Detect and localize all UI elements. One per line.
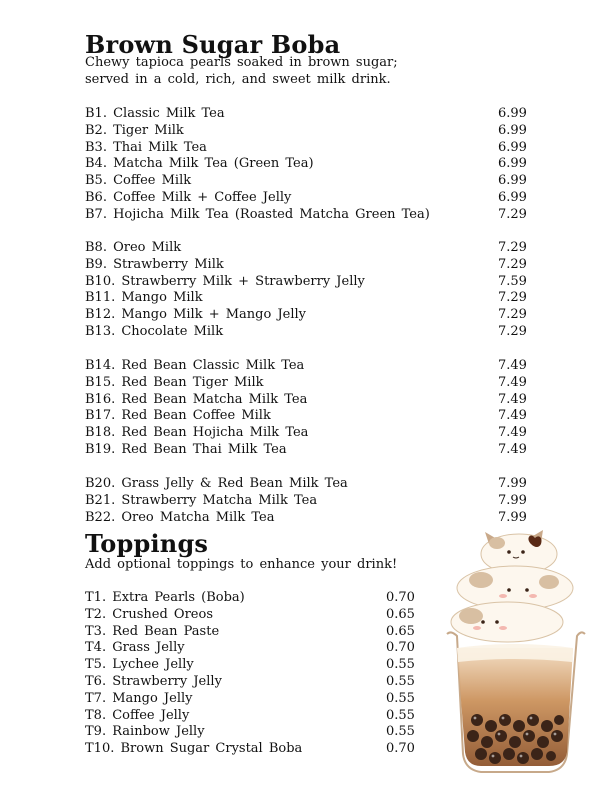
item-price: 6.99 (498, 122, 527, 138)
item-name: B1. Classic Milk Tea (85, 106, 225, 121)
item-name: T4. Grass Jelly (85, 640, 185, 656)
item-name: B17. Red Bean Coffee Milk (85, 408, 271, 424)
item-price: 7.49 (498, 391, 527, 407)
item-price: 0.65 (386, 606, 415, 622)
item-price: 7.59 (498, 273, 527, 289)
item-name: B10. Strawberry Milk + Strawberry Jelly (85, 273, 365, 289)
item-name: B12. Mango Milk + Mango Jelly (85, 307, 307, 323)
toppings-description: Add optional toppings to enhance your drink! (85, 557, 398, 572)
item-price: 0.70 (386, 640, 415, 656)
item-price: 7.29 (498, 256, 527, 272)
item-price: 6.99 (498, 106, 527, 121)
item-price: 0.65 (386, 623, 415, 639)
item-name: B13. Chocolate Milk (85, 323, 224, 339)
item-name: T9. Rainbow Jelly (85, 724, 205, 740)
item-price: 7.49 (498, 425, 527, 441)
item-name: B19. Red Bean Thai Milk Tea (85, 441, 287, 457)
item-name: B4. Matcha Milk Tea (Green Tea) (85, 156, 314, 172)
cat-bubble-tea-illustration-icon (437, 530, 593, 776)
item-name: T2. Crushed Oreos (85, 606, 213, 622)
item-name: B22. Oreo Matcha Milk Tea (85, 509, 275, 525)
item-price: 7.49 (498, 374, 527, 390)
item-price: 7.99 (498, 476, 527, 491)
item-name: T1. Extra Pearls (Boba) (85, 590, 245, 605)
cat-bottom (451, 602, 563, 642)
item-price: 7.99 (498, 492, 527, 508)
boba-description-line-1: Chewy tapioca pearls soaked in brown sugar; (85, 55, 398, 70)
item-price: 0.55 (386, 724, 415, 740)
item-name: B9. Strawberry Milk (85, 256, 224, 272)
item-price: 7.49 (498, 441, 527, 457)
item-price: 6.99 (498, 173, 527, 189)
item-price: 6.99 (498, 189, 527, 205)
item-name: B8. Oreo Milk (85, 240, 182, 255)
toppings-section-title: Toppings (85, 529, 209, 558)
boba-description-line-2: served in a cold, rich, and sweet milk drink. (85, 72, 391, 87)
item-name: B2. Tiger Milk (85, 122, 184, 138)
item-price: 7.29 (498, 323, 527, 339)
item-price: 0.55 (386, 673, 415, 689)
item-name: B21. Strawberry Matcha Milk Tea (85, 492, 318, 508)
item-name: B6. Coffee Milk + Coffee Jelly (85, 189, 292, 205)
item-price: 7.29 (498, 206, 527, 222)
item-price: 0.70 (386, 590, 415, 605)
item-name: B11. Mango Milk (85, 290, 203, 306)
item-price: 0.55 (386, 657, 415, 673)
item-price: 0.70 (386, 741, 415, 757)
item-name: B14. Red Bean Classic Milk Tea (85, 358, 305, 373)
item-price: 0.55 (386, 690, 415, 706)
item-price: 7.49 (498, 358, 527, 373)
item-name: T6. Strawberry Jelly (85, 673, 222, 689)
item-price: 7.29 (498, 240, 527, 255)
item-price: 6.99 (498, 156, 527, 172)
item-name: B5. Coffee Milk (85, 173, 192, 189)
item-price: 7.49 (498, 408, 527, 424)
item-name: B3. Thai Milk Tea (85, 139, 207, 155)
item-name: T8. Coffee Jelly (85, 707, 190, 723)
item-name: T3. Red Bean Paste (85, 623, 220, 639)
item-price: 7.99 (498, 509, 527, 525)
boba-section-title: Brown Sugar Boba (85, 30, 341, 59)
item-name: T10. Brown Sugar Crystal Boba (85, 741, 303, 757)
item-price: 7.29 (498, 290, 527, 306)
item-name: B7. Hojicha Milk Tea (Roasted Matcha Green Tea) (85, 206, 430, 222)
item-price: 0.55 (386, 707, 415, 723)
item-name: B18. Red Bean Hojicha Milk Tea (85, 425, 309, 441)
item-name: T5. Lychee Jelly (85, 657, 194, 673)
item-name: B15. Red Bean Tiger Milk (85, 374, 264, 390)
item-price: 6.99 (498, 139, 527, 155)
item-name: T7. Mango Jelly (85, 690, 193, 706)
item-name: B16. Red Bean Matcha Milk Tea (85, 391, 308, 407)
cup (447, 632, 585, 772)
item-price: 7.29 (498, 307, 527, 323)
item-name: B20. Grass Jelly & Red Bean Milk Tea (85, 476, 348, 491)
